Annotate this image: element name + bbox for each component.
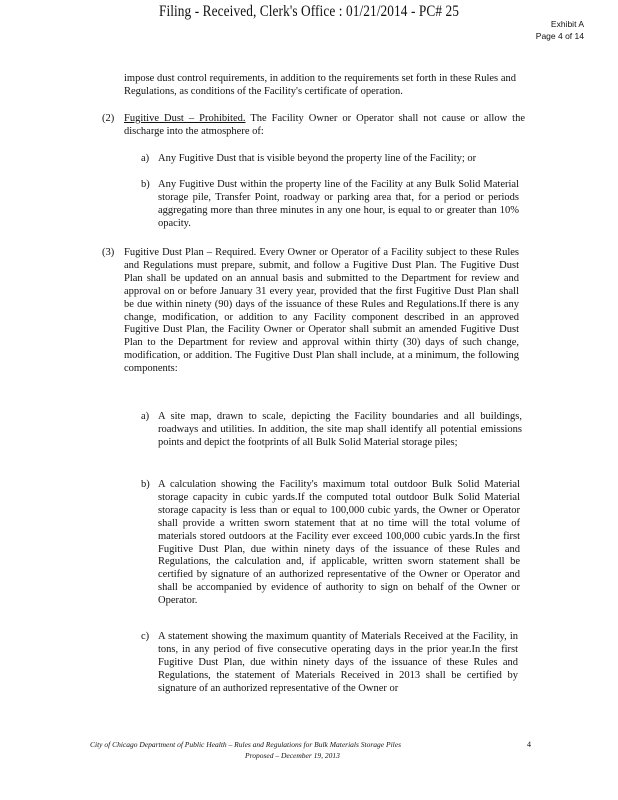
section-2b-text: Any Fugitive Dust within the property line of the Facility at any Bulk Solid Material storage pile, Transfer Point, roadway or parking area that, for a period or periods aggregating more than three minutes in any one hour, is equal to or greater than 10% opacity.: [158, 179, 519, 229]
footer-page-number: 4: [527, 740, 531, 749]
section-3-text: Every Owner or Operator of a Facility subject to these Rules and Regulations must prepare, submit, and follow a Fugitive Dust Plan. The Fugitive Dust Plan shall be updated on an annual basis and submitted to the Department for review and approval on or before January 31 every year, provided that the first Fugitive Dust Plan shall be due within ninety (90) days of the issuance of these Rules and Regulations.If there is any change, modification, or addition to any Facility component described in an approved Fugitive Dust Plan, the Facility Owner or Operator shall submit an amended Fugitive Dust Plan to the Department for review and approval within thirty (30) days of such change, modification, or addition. The Fugitive Dust Plan shall include, at a minimum, the following components:: [124, 247, 519, 375]
page-of-text: Page 4 of 14: [535, 31, 584, 41]
footer-line-1: City of Chicago Department of Public Health – Rules and Regulations for Bulk Materials Storage Piles: [90, 740, 402, 749]
section-3b-label: b): [141, 479, 150, 490]
footer-line-2: Proposed – December 19, 2013: [245, 751, 340, 760]
filing-stamp: Filing - Received, Clerk's Office : 01/21/2014 - PC# 25: [158, 3, 460, 20]
section-2-label: (2): [102, 113, 115, 124]
continuation-paragraph: [124, 73, 516, 99]
section-2b-label: b): [141, 179, 150, 190]
section-2b: [141, 179, 519, 231]
continuation-text: impose dust control requirements, in addition to the requirements set forth in these Rules and Regulations, as conditions of the Facility's certificate of operation.: [124, 73, 516, 97]
exhibit-label: [536, 18, 584, 42]
section-3-label: (3): [102, 247, 115, 258]
exhibit-text: Exhibit A: [550, 19, 584, 29]
section-2-title: Fugitive Dust – Prohibited.: [124, 113, 246, 124]
section-3b-text: A calculation showing the Facility's maximum total outdoor Bulk Solid Material storage capacity in cubic yards.If the computed total outdoor Bulk Solid Material storage capacity is less than or equal to 100,000 cubic yards, the Owner or Operator shall provide a written sworn statement that at no time will the total volume of materials stored outdoors at the Facility ever exceed 100,000 cubic yards.In the first Fugitive Dust Plan, due within ninety days of the issuance of these Rules and Regulations, the calculation and, if applicable, written sworn statement shall be certified by signature of an authorized representative of the Owner or Operator and shall be accompanied by evidence of authority to sign on behalf of the Owner or Operator.: [158, 479, 520, 607]
section-3a: [141, 411, 522, 450]
section-2a: [141, 153, 523, 166]
section-2a-text: Any Fugitive Dust that is visible beyond the property line of the Facility; or: [158, 153, 477, 164]
section-3a-label: a): [141, 411, 150, 422]
section-3a-text: A site map, drawn to scale, depicting the Facility boundaries and all buildings, roadways and utilities. In addition, the site map shall identify all potential emissions points and depict the footprints of all Bulk Solid Material storage piles;: [158, 411, 522, 448]
section-2-text: The Facility Owner or Operator shall not cause or allow the discharge into the atmosphere of:: [124, 113, 525, 137]
section-3b: [141, 479, 520, 608]
section-2a-label: a): [141, 153, 150, 164]
section-3c-text: A statement showing the maximum quantity of Materials Received at the Facility, in tons, in any period of five consecutive operating days in the prior year.In the first Fugitive Dust Plan, due within ninety days of the issuance of these Rules and Regulations, the statement of Materials Received in 2013 shall be certified by signature of an authorized representative of the Owner or: [158, 631, 518, 694]
section-3c: [141, 631, 518, 696]
section-3: [102, 247, 519, 376]
section-3-title: Fugitive Dust Plan – Required.: [124, 247, 257, 258]
section-2: [102, 113, 525, 139]
section-3c-label: c): [141, 631, 150, 642]
